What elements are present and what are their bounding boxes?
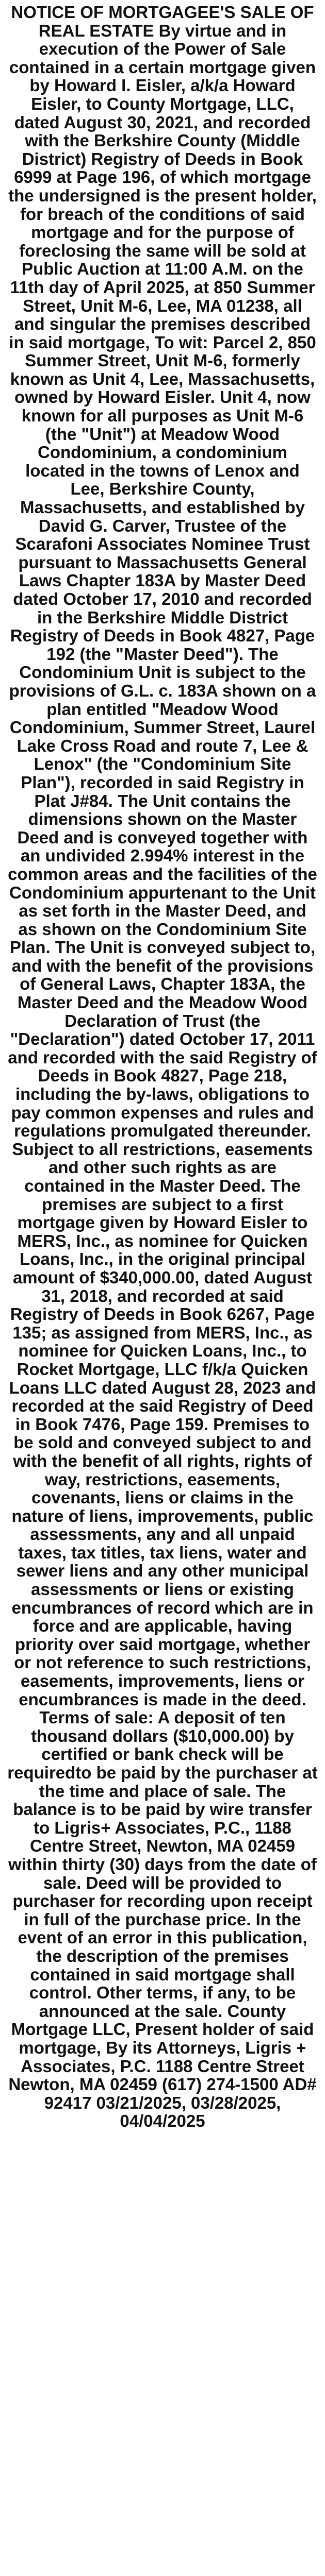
legal-notice-text: NOTICE OF MORTGAGEE'S SALE OF REAL ESTATE By virtue and in execution of the Power of Sale contained in a certain mortgage given by Howard I. Eisler, a/k/a Howard Eisler, to County Mortgage, LLC, dated August 30, 2021, and recorded with the Berkshire County (Middle District) Registry of Deeds in Book 6999 at Page 196, of which mortgage the undersigned is the present holder, for breach of the conditions of said mortgage and for the purpose of foreclosing the same will be sold at Public Auction at 11:00 A.M. on the 11th day of April 2025, at 850 Summer Street, Unit M-6, Lee, MA 01238, all and singular the premises described in said mortgage, To wit: Parcel 2, 850 Summer Street, Unit M-6, formerly known as Unit 4, Lee, Massachusetts, owned by Howard Eisler. Unit 4, now known for all purposes as Unit M-6 (the "Unit") at Meadow Wood Condominium, a condominium located in the towns of Lenox and Lee, Berkshire County, Massachusetts, and established by David G. Carver, Trustee of the Scarafoni Associates Nominee Trust pursuant to Massachusetts General Laws Chapter 183A by Master Deed dated October 17, 2010 and recorded in the Berkshire Middle District Registry of Deeds in Book 4827, Page 192 (the "Master Deed"). The Condominium Unit is subject to the provisions of G.L. c. 183A shown on a plan entitled "Meadow Wood Condominium, Summer Street, Laurel Lake Cross Road and route 7, Lee & Lenox" (the "Condominium Site Plan"), recorded in said Registry in Plat J#84. The Unit contains the dimensions shown on the Master Deed and is conveyed together with an undivided 2.994% interest in the common areas and the facilities of the Condominium appurtenant to the Unit as set forth in the Master Deed, and as shown on the Condominium Site Plan. The Unit is conveyed subject to, and with the benefit of the provisions of General Laws, Chapter 183A, the Master Deed and the Meadow Wood Declaration of Trust (the "Declaration") dated October 17, 2011 and recorded with the said Registry of Deeds in Book 4827, Page 218, including the by-laws, obligations to pay common expenses and rules and regulations promulgated thereunder. Subject to all restrictions, easements and other such rights as are contained in the Master Deed. The premises are subject to a first mortgage given by Howard Eisler to MERS, Inc., as nominee for Quicken Loans, Inc., in the original principal amount of $340,000.00, dated August 31, 2018, and recorded at said Registry of Deeds in Book 6267, Page 135; as assigned from MERS, Inc., as nominee for Quicken Loans, Inc., to Rocket Mortgage, LLC f/k/a Quicken Loans LLC dated August 28, 2023 and recorded at the said Registry of Deed in Book 7476, Page 159. Premises to be sold and conveyed subject to and with the benefit of all rights, rights of way, restrictions, easements, covenants, liens or claims in the nature of liens, improvements, public assessments, any and all unpaid taxes, tax titles, tax liens, water and sewer liens and any other municipal assessments or liens or existing encumbrances of record which are in force and are applicable, having priority over said mortgage, whether or not reference to such restrictions, easements, improvements, liens or encumbrances is made in the deed. Terms of sale: A deposit of ten thousand dollars ($10,000.00) by certified or bank check will be requiredto be paid by the purchaser at the time and place of sale. The balance is to be paid by wire transfer to Ligris+ Associates, P.C., 1188 Centre Street, Newton, MA 02459 within thirty (30) days from the date of sale. Deed will be provided to purchaser for recording upon receipt in full of the purchase price. In the event of an error in this publication, the description of the premises contained in said mortgage shall control. Other terms, if any, to be announced at the sale. County Mortgage LLC, Present holder of said mortgage, By its Attorneys, Ligris + Associates, P.C. 1188 Centre Street Newton, MA 02459 (617) 274-1500 AD# 92417 03/21/2025, 03/28/2025, 04/04/2025 bbox=[7, 3, 318, 2131]
